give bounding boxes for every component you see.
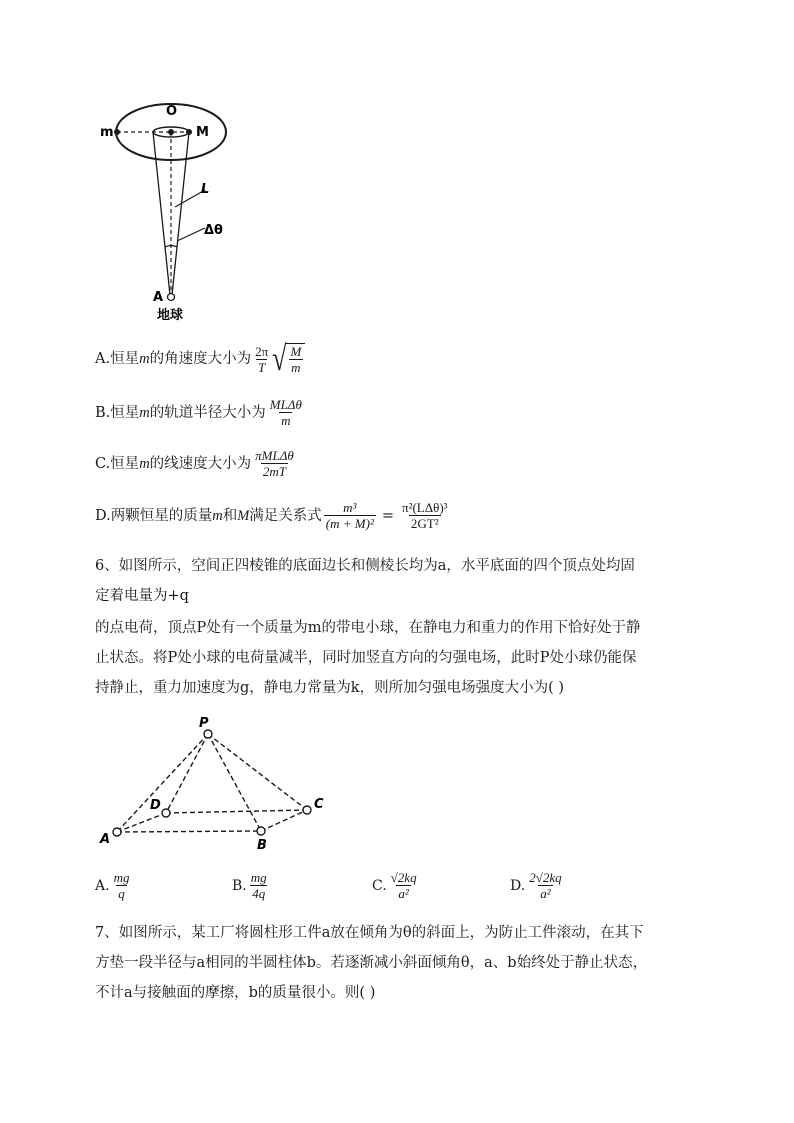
q5-c-fraction: $\frac{\text{πMLΔθ}}{2mT}$ <box>255 448 294 479</box>
q6-line-3: 的点电荷，顶点P处有一个质量为m的带电小球，在静电力和重力的作用下恰好处于静 <box>95 620 641 636</box>
figure-orbit-cone <box>95 95 245 330</box>
q6-option-d: D. $\frac{2√2kq}{\text{a²}}$ <box>510 870 562 901</box>
q7-line-3: 不计a与接触面的摩擦，b的质量很小。则( ) <box>95 985 376 1001</box>
label-A: A <box>100 832 111 847</box>
q5-option-d: D.两颗恒星的质量 m 和 M 满足关系式 $\frac{\text{m³}}{\text{(m + M)²}}$ = $\frac{\text{π²(LΔθ)³}}{\text{2GT²}}$ <box>95 500 448 531</box>
label-O: O <box>166 104 178 119</box>
edge-PD <box>166 734 208 813</box>
edge-PB <box>208 734 261 831</box>
label-B: B <box>257 838 267 853</box>
q5-c-prefix: C.恒星 <box>95 455 140 472</box>
q5-option-c <box>95 448 298 479</box>
edge-AD <box>117 813 166 832</box>
label-D: D <box>150 798 161 813</box>
label-P: P <box>199 716 209 731</box>
q5-d-lhs: $\frac{\text{m³}}{\text{(m + M)²}}$ <box>325 500 374 531</box>
q5-a-var: m <box>139 351 150 367</box>
point-A-circle <box>168 294 175 301</box>
cone-right-edge <box>172 132 189 295</box>
figure-pyramid <box>95 712 345 857</box>
question-7 <box>95 918 647 1008</box>
q6-line-2: 定着电量为+q <box>95 588 189 604</box>
q6-line-1: 6、如图所示，空间正四棱锥的底面边长和侧棱长均为a，水平底面的四个顶点处均固 <box>95 558 635 574</box>
q5-a-prefix: A.恒星 <box>95 351 140 367</box>
q5-b-var: m <box>139 404 150 421</box>
dtheta-pointer <box>177 228 205 241</box>
q6-option-c: C. $\frac{√2kq}{\text{a²}}$ <box>372 870 417 901</box>
q6-line-4: 止状态。将P处小球的电荷量减半，同时加竖直方向的匀强电场，此时P处小球仍能保 <box>95 650 637 666</box>
label-m: m <box>100 125 114 140</box>
q7-line-1: 7、如图所示，某工厂将圆柱形工件a放在倾角为θ的斜面上，为防止工件滚动，在其下 <box>95 925 644 941</box>
q5-a-text: 的角速度大小为 <box>149 351 252 367</box>
center-o-dot <box>168 129 174 135</box>
q6-option-a: A. $\frac{mg}{q}$ <box>95 870 130 901</box>
vertex-D <box>162 809 170 817</box>
label-earth: 地球 <box>157 308 184 323</box>
q6-option-b: B. $\frac{mg}{4q}$ <box>232 870 267 901</box>
q5-b-prefix: B.恒星 <box>95 404 140 421</box>
edge-AB <box>117 831 261 832</box>
q5-c-var: m <box>139 455 150 472</box>
vertex-B <box>257 827 265 835</box>
star-M-dot <box>186 129 192 135</box>
q5-d-prefix: D.两颗恒星的质量 <box>95 507 213 524</box>
q5-option-a <box>95 338 305 378</box>
vertex-P <box>204 730 212 738</box>
label-dtheta: Δθ <box>204 223 223 238</box>
q5-c-text: 的线速度大小为 <box>149 455 252 472</box>
q5-b-text: 的轨道半径大小为 <box>149 404 266 421</box>
q5-option-b <box>95 397 306 428</box>
cone-left-edge <box>153 132 170 295</box>
edge-PA <box>117 734 208 832</box>
vertex-A <box>113 828 121 836</box>
q5-d-rhs: $\frac{\text{π²(LΔθ)³}}{\text{2GT²}}$ <box>402 500 448 531</box>
label-A: A <box>153 290 164 305</box>
label-C: C <box>314 797 324 812</box>
q5-a-fraction: $\frac{2\pi}{T}$ <box>255 343 269 375</box>
q7-line-2: 方垫一段半径与a相同的半圆柱体b。若逐渐减小斜面倾角θ，a、b始终处于静止状态， <box>95 955 648 971</box>
q5-b-fraction: $\frac{\text{MLΔθ}}{m}$ <box>269 397 302 428</box>
edge-DC <box>166 810 307 813</box>
edge-PC <box>208 734 307 810</box>
q6-line-5: 持静止，重力加速度为g，静电力常量为k，则所加匀强电场强度大小为( ) <box>95 680 564 696</box>
vertex-C <box>303 806 311 814</box>
star-m-dot <box>114 129 120 135</box>
label-L: L <box>201 182 210 197</box>
q5-d-equals: = <box>381 507 394 524</box>
q5-a-sqrt: √ $\frac{M}{m}$ <box>272 343 305 375</box>
question-6 <box>95 551 641 703</box>
edge-BC <box>261 810 307 831</box>
label-M: M <box>196 125 209 140</box>
